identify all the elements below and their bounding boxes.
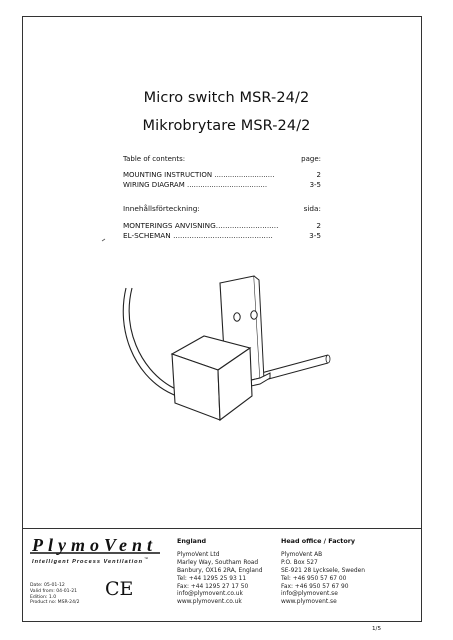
address-line: Fax: +46 950 57 67 90 (281, 583, 349, 590)
address-line: P.O. Box 527 (281, 559, 318, 566)
toc-page-label: sida: (303, 204, 321, 213)
address-website: www.plymovent.co.uk (177, 599, 242, 606)
address-line: Tel: +46 950 57 67 00 (281, 575, 347, 582)
address-heading: England (177, 537, 207, 545)
ce-mark: CE (105, 578, 134, 600)
footer-divider (22, 528, 422, 529)
toc-label: Innehållsförteckning: (123, 204, 200, 213)
address-line: PlymoVent Ltd (177, 551, 220, 558)
title-english: Micro switch MSR-24/2 (143, 90, 310, 106)
toc-item-page: 3-5 (309, 180, 321, 189)
toc-item-text: WIRING DIAGRAM .................................... (123, 180, 268, 189)
toc-item-page: 2 (316, 221, 321, 230)
toc-item-page: 3-5 (309, 230, 321, 240)
address-heading: Head office / Factory (281, 537, 356, 545)
logo-tagline: Intelligent Process Ventilation (32, 559, 142, 565)
document-meta (30, 583, 80, 606)
title-swedish: Mikrobrytare MSR-24/2 (142, 118, 311, 134)
address-line: Fax: +44 1295 27 17 50 (177, 583, 249, 590)
plymovent-logo (28, 534, 168, 574)
address-head-office (281, 538, 365, 607)
address-line: PlymoVent AB (281, 551, 323, 558)
toc-row (123, 171, 321, 181)
address-line: Banbury, OX16 2RA, England (177, 567, 263, 574)
toc-item-text: EL-SCHEMAN ........................................... (123, 230, 273, 240)
address-email: info@plymovent.se (281, 591, 338, 598)
toc-item-text: MONTERINGS ANVISNING........................... (123, 221, 279, 230)
toc-label: Table of contents: (123, 155, 186, 163)
toc-item-page: 2 (316, 171, 321, 179)
meta-product: Product no: MSR-24/2 (30, 600, 80, 606)
address-website: www.plymovent.se (281, 599, 337, 606)
address-line: Marley Way, Southam Road (177, 559, 259, 566)
toc-row (123, 181, 321, 191)
address-email: info@plymovent.co.uk (177, 591, 243, 598)
logo-wordmark: PlymoVent (32, 535, 152, 555)
meta-valid-from: Valid from: 04-01-21 (30, 588, 78, 594)
logo-trademark: ™ (144, 556, 148, 561)
toc-item-text: MOUNTING INSTRUCTION ........................... (123, 171, 275, 179)
page-number: 1/5 (372, 626, 382, 632)
toc-page-label: page: (301, 155, 321, 163)
address-england (177, 538, 262, 607)
meta-date: Date: 05-01-12 (30, 583, 65, 588)
address-line: SE-921 28 Lycksele, Sweden (281, 567, 365, 574)
toc-english (123, 155, 321, 190)
micro-switch-illustration (100, 228, 340, 428)
meta-edition: Edition: 1.0 (30, 594, 57, 600)
address-line: Tel: +44 1295 25 93 11 (177, 575, 247, 582)
